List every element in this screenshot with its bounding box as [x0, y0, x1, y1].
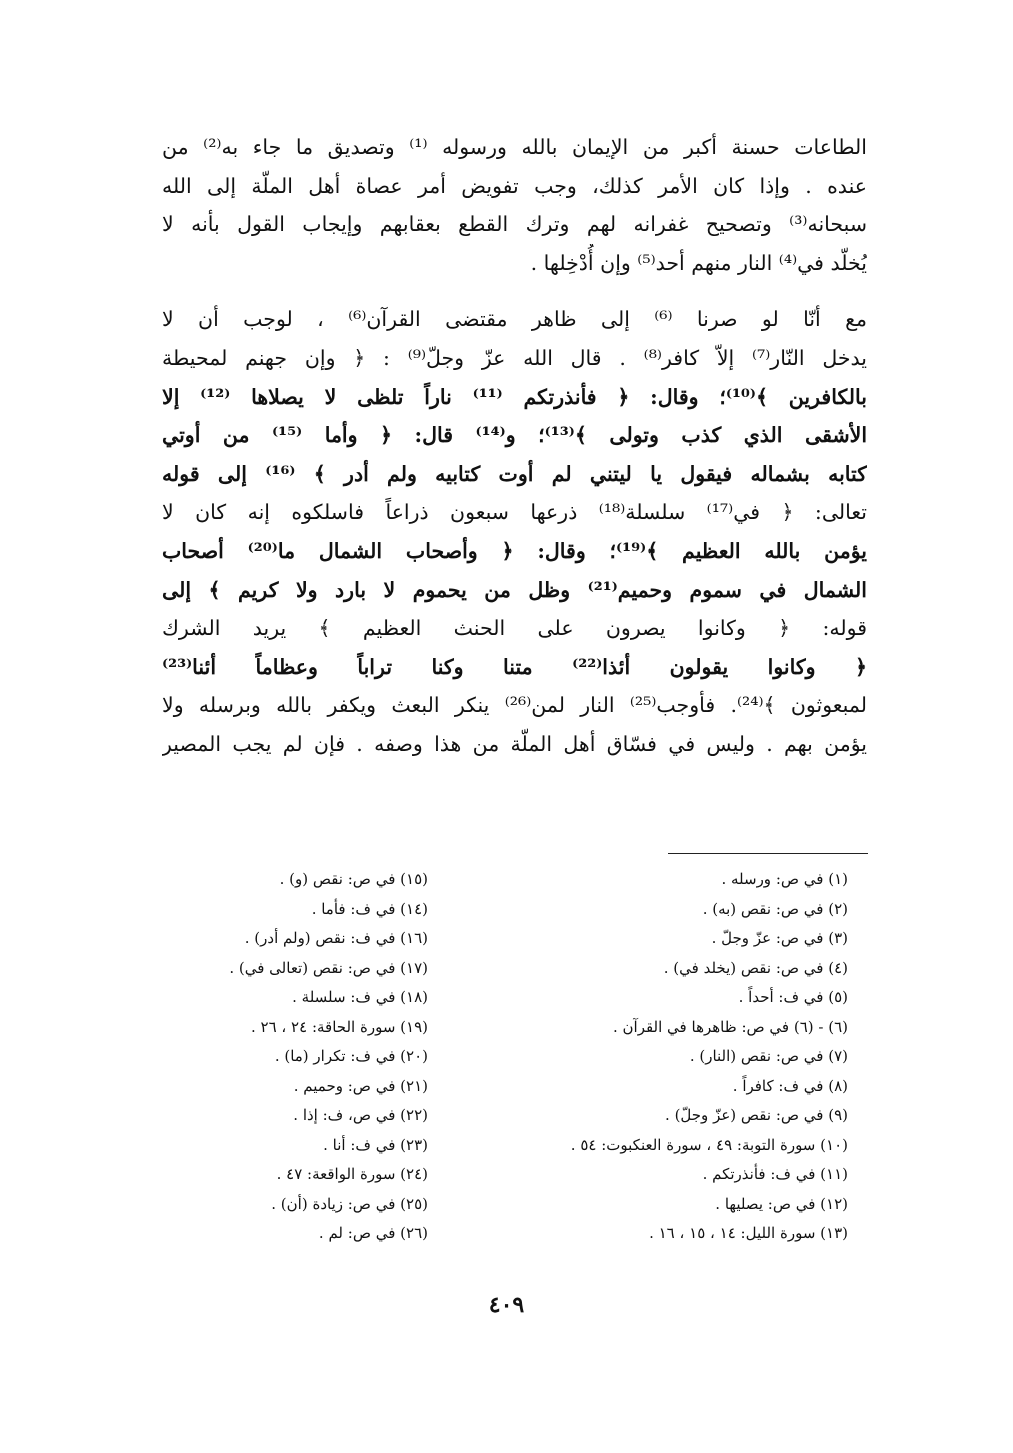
text-line: لمبعوثون ﴾⁽²⁴⁾. فأوجب⁽²⁵⁾ النار لمن⁽²⁶⁾ ينكر البعث ويكفر بالله وبرسله ولا	[162, 693, 867, 718]
text-line: الأشقى الذي كذب وتولى ﴾⁽¹³⁾؛ و⁽¹⁴⁾ قال: ﴿ وأما ⁽¹⁵⁾ من أوتي	[162, 423, 867, 448]
footnote: (٢٤) سورة الواقعة: ٤٧ .	[276, 1165, 428, 1183]
text-line: تعالى: ﴿ في⁽¹⁷⁾ سلسلة⁽¹⁸⁾ ذرعها سبعون ذراعاً فاسلكوه إنه كان لا	[162, 500, 867, 525]
footnote: (١٤) في ف: فأما .	[311, 899, 428, 918]
text-line: بالكافرين ﴾⁽¹⁰⁾؛ وقال: ﴿ فأنذرتكم ⁽¹¹⁾ ناراً تلظى لا يصلاها ⁽¹²⁾ إلا	[162, 384, 867, 409]
footnote: (١٠) سورة التوبة: ٤٩ ، سورة العنكبوت: ٥٤ .	[570, 1135, 848, 1154]
text-line: ﴿ وكانوا يقولون أئذا⁽²²⁾ متنا وكنا تراباً وعظاماً أئنا⁽²³⁾	[162, 654, 867, 679]
paragraph-1	[162, 128, 867, 282]
text-line: سبحانه⁽³⁾ وتصحيح غفرانه لهم وترك القطع بعقابهم وإيجاب القول بأنه لا	[162, 212, 867, 237]
footnote: (١٦) في ف: نقص (ولم أدر) .	[244, 929, 428, 947]
text-line: يدخل النّار⁽⁷⁾ إلاّ كافر⁽⁸⁾ . قال الله عزّ وجلّ⁽⁹⁾ : ﴿ وإن جهنم لمحيطة	[162, 345, 867, 370]
footnote: (٢) في ص: نقص (به) .	[702, 899, 848, 918]
footnote: (٢٢) في ص، ف: إذا .	[293, 1106, 428, 1124]
footnote: (١) في ص: ورسله .	[721, 870, 848, 888]
footnote: (٦) - (٦) في ص: ظاهرها في القرآن .	[612, 1017, 848, 1036]
footnote: (١٨) في ف: سلسلة .	[292, 988, 428, 1006]
footnote: (٢٦) في ص: لم .	[318, 1224, 428, 1242]
footnote: (٥) في ف: أحداً .	[738, 988, 848, 1006]
text-line: عنده . وإذا كان الأمر كذلك، وجب تفويض أمر عصاة أهل الملّة إلى الله	[162, 173, 867, 198]
text-line: الطاعات حسنة أكبر من الإيمان بالله ورسوله ⁽¹⁾ وتصديق ما جاء به⁽²⁾ من	[162, 135, 867, 159]
text-line: الشمال في سموم وحميم⁽²¹⁾ وظل من يحموم لا بارد ولا كريم ﴾ إلى	[162, 577, 867, 602]
footnote: (١٥) في ص: نقص (و) .	[279, 870, 428, 888]
footnote: (٧) في ص: نقص (النار) .	[689, 1047, 848, 1065]
footnote: (٢٠) في ف: تكرار (ما) .	[274, 1047, 428, 1065]
footnote: (١١) في ف: فأنذرتكم .	[702, 1165, 848, 1183]
paragraph-gap	[162, 282, 867, 300]
paragraph-2	[162, 300, 867, 763]
page-number: ٤٠٩	[488, 1292, 525, 1318]
text-line: كتابه بشماله فيقول يا ليتني لم أوت كتابيه ولم أدر ﴾ ⁽¹⁶⁾ إلى قوله	[162, 461, 867, 486]
footnotes-column-right	[468, 865, 848, 1249]
footnote: (١٢) في ص: يصليها .	[715, 1194, 848, 1213]
footnote: (٨) في ف: كافراً .	[732, 1076, 848, 1095]
text-line: مع أنّا لو صرنا ⁽⁶⁾ إلى ظاهر مقتضى القرآن⁽⁶⁾ ، لوجب أن لا	[162, 307, 867, 332]
footnote: (٩) في ص: نقص (عزّ وجلّ) .	[665, 1106, 848, 1124]
footnote: (٢٥) في ص: زيادة (أن) .	[271, 1194, 428, 1213]
footnote: (١٧) في ص: نقص (تعالى في) .	[229, 958, 428, 977]
footnote: (١٩) سورة الحاقة: ٢٤ ، ٢٦ .	[250, 1017, 428, 1036]
text-line: يُخلّد في⁽⁴⁾ النار منهم أحد⁽⁵⁾ وإن أُدْخِلها .	[530, 250, 867, 275]
text-line: يؤمن بهم . وليس في فسّاق أهل الملّة من هذا وصفه . فإن لم يجب المصير	[162, 731, 867, 756]
text-line: يؤمن بالله العظيم ﴾⁽¹⁹⁾؛ وقال: ﴿ وأصحاب الشمال ما⁽²⁰⁾ أصحاب	[162, 538, 867, 563]
footnote: (٤) في ص: نقص (يخلد في) .	[663, 958, 848, 977]
footnote: (١٣) سورة الليل: ١٤ ، ١٥ ، ١٦ .	[649, 1224, 848, 1242]
footnote: (٢١) في ص: وحميم .	[293, 1076, 428, 1095]
footnote: (٣) في ص: عزّ وجلّ .	[711, 929, 848, 947]
main-text	[162, 128, 867, 764]
text-line: قوله: ﴿ وكانوا يصرون على الحنث العظيم ﴾ يريد الشرك	[162, 616, 867, 641]
footnote-divider	[668, 853, 868, 854]
footnote: (٢٣) في ف: أنا .	[323, 1135, 428, 1154]
footnotes-column-left	[168, 865, 428, 1249]
